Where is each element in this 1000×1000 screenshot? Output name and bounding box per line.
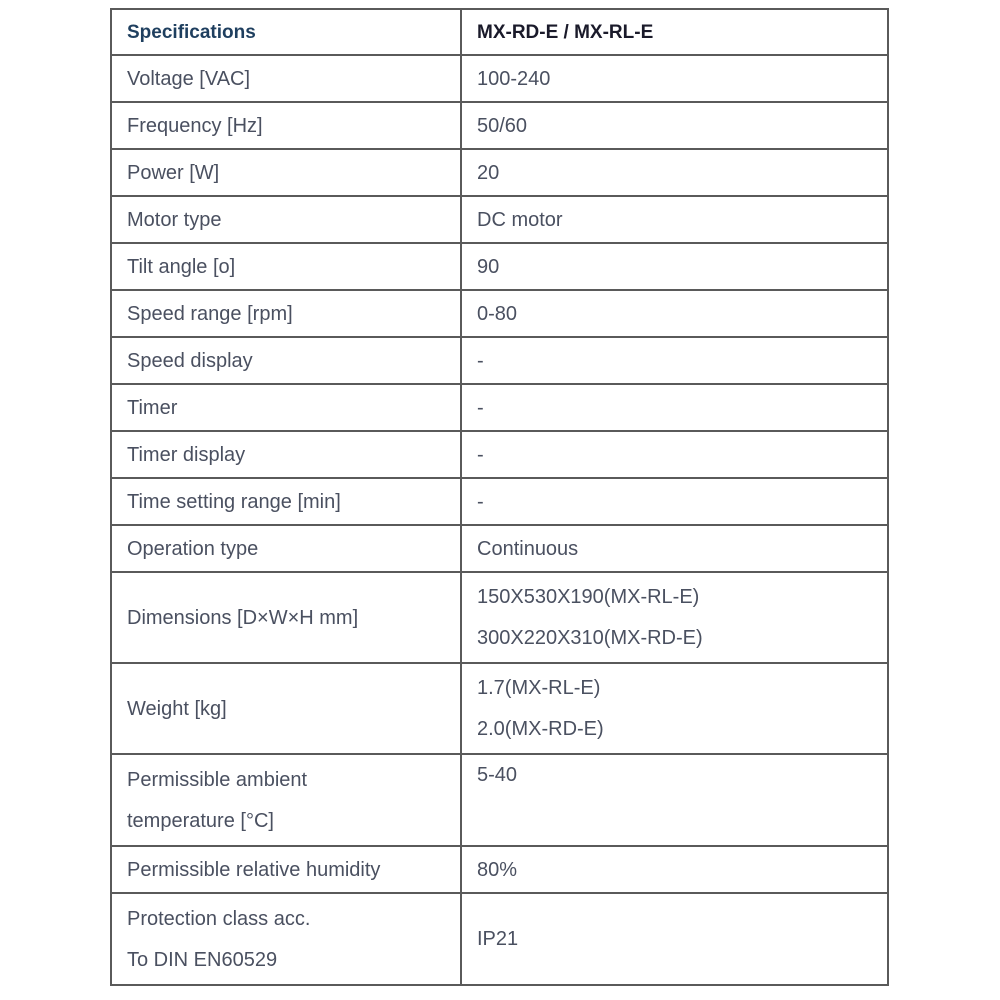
header-model: MX-RD-E / MX-RL-E xyxy=(461,9,888,55)
row-label xyxy=(111,893,461,985)
table-row xyxy=(111,55,888,102)
row-label: Speed display xyxy=(111,337,461,384)
row-label: Timer display xyxy=(111,431,461,478)
row-label: Tilt angle [o] xyxy=(111,243,461,290)
table-row xyxy=(111,431,888,478)
table-row xyxy=(111,196,888,243)
row-value: 20 xyxy=(461,149,888,196)
row-label: Motor type xyxy=(111,196,461,243)
row-value: - xyxy=(461,431,888,478)
row-value-line: 300X220X310(MX-RD-E) xyxy=(477,627,703,649)
table-row xyxy=(111,478,888,525)
header-specifications: Specifications xyxy=(111,9,461,55)
row-label: Frequency [Hz] xyxy=(111,102,461,149)
row-label: Permissible relative humidity xyxy=(111,846,461,893)
row-value: - xyxy=(461,384,888,431)
row-value xyxy=(461,572,888,663)
table-row xyxy=(111,337,888,384)
row-value: Continuous xyxy=(461,525,888,572)
row-value xyxy=(461,663,888,754)
row-value: IP21 xyxy=(461,893,888,985)
row-label: Speed range [rpm] xyxy=(111,290,461,337)
row-value: 5-40 xyxy=(461,754,888,846)
row-label: Operation type xyxy=(111,525,461,572)
specifications-table xyxy=(110,8,889,986)
row-label xyxy=(111,754,461,846)
table-row xyxy=(111,525,888,572)
row-label: Power [W] xyxy=(111,149,461,196)
row-label: Timer xyxy=(111,384,461,431)
row-label-line: Permissible ambient xyxy=(127,768,308,791)
table-row xyxy=(111,754,888,846)
row-label: Voltage [VAC] xyxy=(111,55,461,102)
row-value: 90 xyxy=(461,243,888,290)
table-row xyxy=(111,893,888,985)
table-row xyxy=(111,149,888,196)
row-value: - xyxy=(461,478,888,525)
row-value: DC motor xyxy=(461,196,888,243)
table-row xyxy=(111,663,888,754)
table-row xyxy=(111,384,888,431)
row-value-line: 150X530X190(MX-RL-E) xyxy=(477,586,700,608)
row-label: Dimensions [D×W×H mm] xyxy=(111,572,461,663)
row-value-line: 1.7(MX-RL-E) xyxy=(477,677,601,699)
row-value: 50/60 xyxy=(461,102,888,149)
row-label: Weight [kg] xyxy=(111,663,461,754)
table-row xyxy=(111,243,888,290)
row-label: Time setting range [min] xyxy=(111,478,461,525)
row-label-line: To DIN EN60529 xyxy=(127,948,278,971)
table-header-row xyxy=(111,9,888,55)
row-value-line: 2.0(MX-RD-E) xyxy=(477,718,604,740)
row-value: 100-240 xyxy=(461,55,888,102)
table-row xyxy=(111,846,888,893)
row-value: - xyxy=(461,337,888,384)
row-value: 80% xyxy=(461,846,888,893)
table-row xyxy=(111,102,888,149)
row-label-line: Protection class acc. xyxy=(127,907,311,930)
row-value: 0-80 xyxy=(461,290,888,337)
row-label-line: temperature [°C] xyxy=(127,809,274,832)
table-row xyxy=(111,572,888,663)
table-row xyxy=(111,290,888,337)
